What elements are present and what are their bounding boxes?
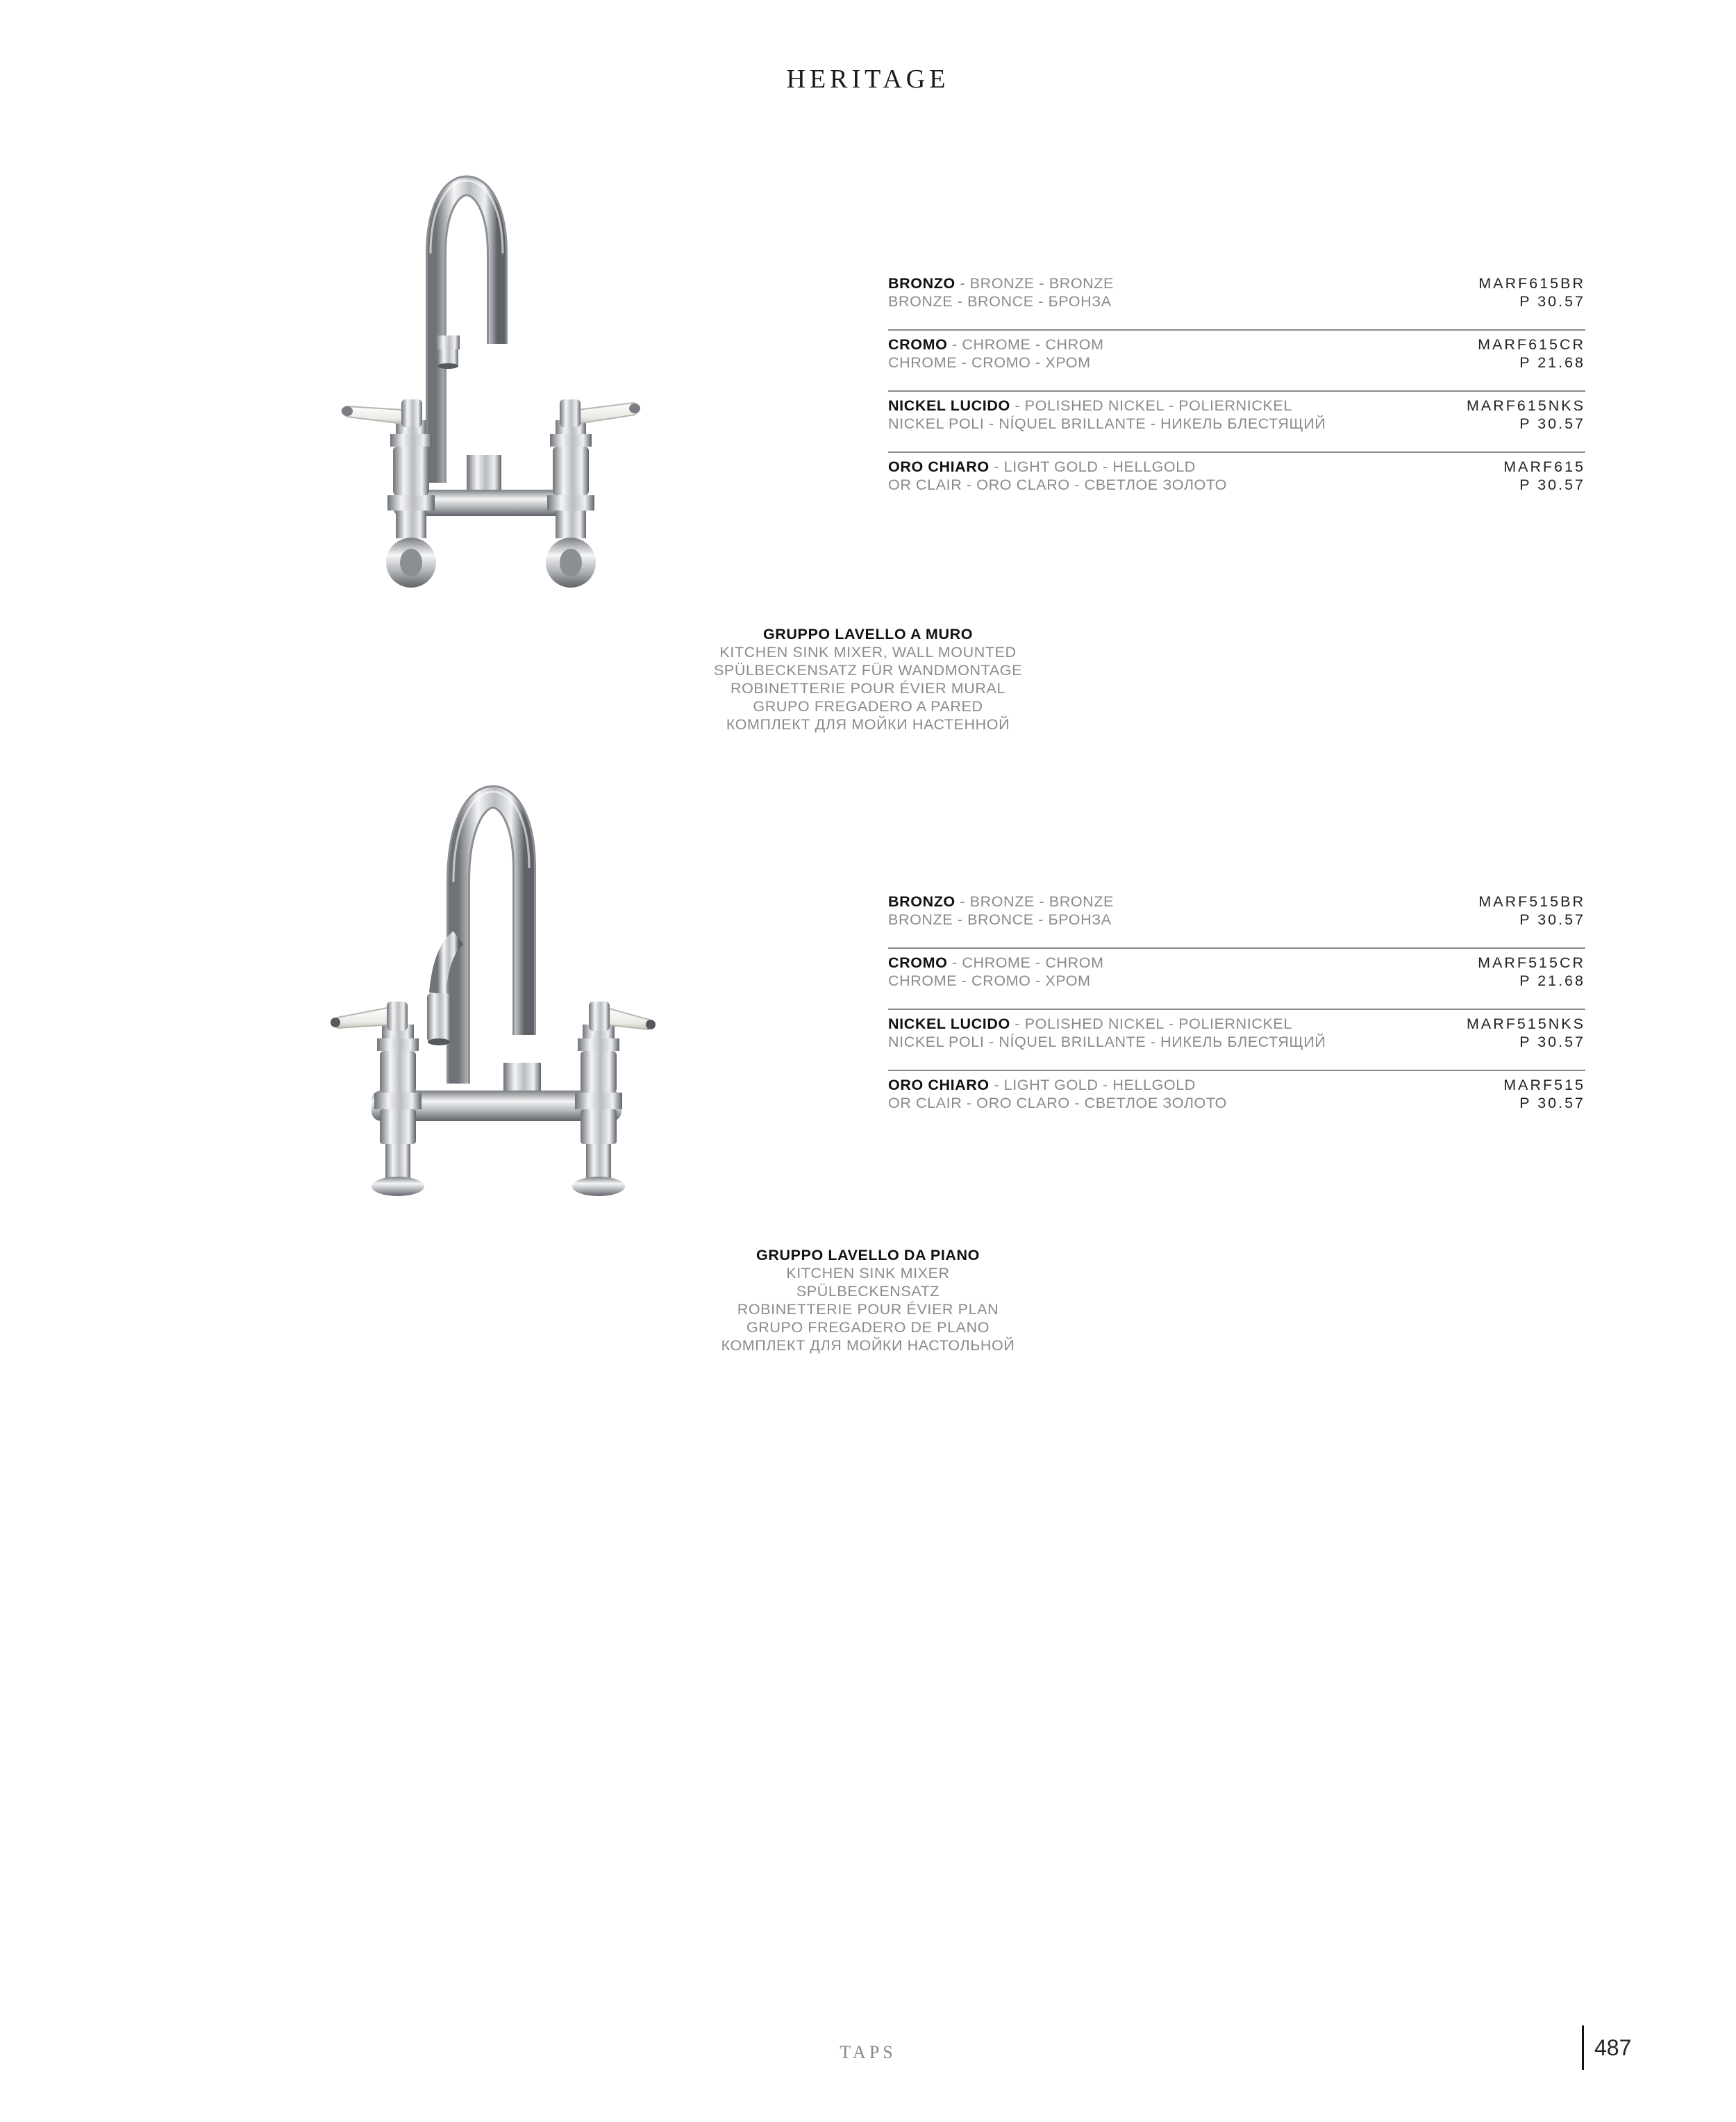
finish-translations: - POLISHED NICKEL - POLIERNICKEL <box>1010 1016 1292 1032</box>
finish-translations-secondary: OR CLAIR - ORO CLARO - СВЕТЛОЕ ЗОЛОТО <box>888 476 1227 493</box>
finish-translations: - LIGHT GOLD - HELLGOLD <box>989 458 1196 475</box>
variant-row <box>888 453 1585 513</box>
product-code: MARF515NKS <box>1467 1016 1585 1032</box>
finish-translations-secondary: NICKEL POLI - NÍQUEL BRILLANTE - НИКЕЛЬ БЛЕСТЯЩИЙ <box>888 1034 1326 1050</box>
product-title-translation: SPÜLBECKENSATZ FÜR WANDMONTAGE <box>713 662 1023 679</box>
finish-name: NICKEL LUCIDO <box>888 397 1010 414</box>
finish-translations: - CHROME - CHROM <box>947 336 1104 353</box>
finish-translations-secondary: BRONZE - BRONCE - БРОНЗА <box>888 911 1112 928</box>
product-code: MARF615NKS <box>1467 397 1585 414</box>
variant-row <box>888 888 1585 949</box>
product-price: P 30.57 <box>1519 476 1585 493</box>
variant-row <box>888 392 1585 453</box>
finish-translations-secondary: NICKEL POLI - NÍQUEL BRILLANTE - НИКЕЛЬ БЛЕСТЯЩИЙ <box>888 415 1326 432</box>
product-code: MARF515 <box>1503 1077 1585 1093</box>
product-code: MARF615BR <box>1478 275 1585 292</box>
product-price: P 21.68 <box>1519 354 1585 371</box>
product-code: MARF615 <box>1503 458 1585 475</box>
product-title-translation: KITCHEN SINK MIXER <box>786 1265 950 1282</box>
product-title-translation: КОМПЛЕКТ ДЛЯ МОЙКИ НАСТОЛЬНОЙ <box>721 1337 1015 1354</box>
deck-mounted-faucet-image <box>323 785 663 1229</box>
product-title-translation: SPÜLBECKENSATZ <box>796 1283 940 1300</box>
footer-section-label: TAPS <box>840 2042 896 2062</box>
variant-row <box>888 949 1585 1010</box>
product-price: P 30.57 <box>1519 1095 1585 1111</box>
finish-translations-secondary: CHROME - CROMO - ХРОМ <box>888 972 1091 989</box>
product-title-translation: GRUPO FREGADERO A PARED <box>753 698 983 715</box>
finish-name: CROMO <box>888 954 948 971</box>
product-title-translation: КОМПЛЕКТ ДЛЯ МОЙКИ НАСТЕННОЙ <box>726 716 1010 733</box>
product-price: P 30.57 <box>1519 911 1585 928</box>
product-code: MARF615CR <box>1478 336 1585 353</box>
wall-mounted-faucet-image <box>326 170 660 594</box>
finish-name: ORO CHIARO <box>888 1077 990 1093</box>
finish-name: BRONZO <box>888 275 955 292</box>
variant-row <box>888 331 1585 392</box>
variant-row <box>888 1010 1585 1071</box>
page-number: 487 <box>1594 2035 1632 2060</box>
finish-name: BRONZO <box>888 893 955 910</box>
product-title-translation: KITCHEN SINK MIXER, WALL MOUNTED <box>719 644 1017 661</box>
product-price: P 30.57 <box>1519 293 1585 310</box>
product-price: P 30.57 <box>1519 415 1585 432</box>
product-title: GRUPPO LAVELLO A MURO <box>762 626 974 643</box>
page-header-brand: HERITAGE <box>786 65 950 94</box>
page-number-divider <box>1582 2025 1584 2070</box>
variant-row <box>888 1071 1585 1131</box>
product-caption <box>521 625 1215 733</box>
product-code: MARF515CR <box>1478 954 1585 971</box>
finish-translations-secondary: BRONZE - BRONCE - БРОНЗА <box>888 293 1112 310</box>
product-title: GRUPPO LAVELLO DA PIANO <box>756 1247 980 1263</box>
finish-name: CROMO <box>888 336 948 353</box>
product-title-translation: ROBINETTERIE POUR ÉVIER MURAL <box>730 680 1006 697</box>
finish-translations: - BRONZE - BRONZE <box>955 275 1114 292</box>
product-title-translation: GRUPO FREGADERO DE PLANO <box>746 1319 990 1336</box>
product-price: P 30.57 <box>1519 1034 1585 1050</box>
finish-translations-secondary: CHROME - CROMO - ХРОМ <box>888 354 1091 371</box>
product-caption <box>521 1246 1215 1354</box>
finish-translations: - POLISHED NICKEL - POLIERNICKEL <box>1010 397 1292 414</box>
finish-name: ORO CHIARO <box>888 458 990 475</box>
product-code: MARF515BR <box>1478 893 1585 910</box>
variants-list <box>888 888 1585 1131</box>
finish-translations-secondary: OR CLAIR - ORO CLARO - СВЕТЛОЕ ЗОЛОТО <box>888 1095 1227 1111</box>
product-title-translation: ROBINETTERIE POUR ÉVIER PLAN <box>737 1301 999 1318</box>
variants-list <box>888 270 1585 513</box>
variant-row <box>888 270 1585 331</box>
product-price: P 21.68 <box>1519 972 1585 989</box>
finish-translations: - LIGHT GOLD - HELLGOLD <box>989 1077 1196 1093</box>
finish-translations: - CHROME - CHROM <box>947 954 1104 971</box>
finish-name: NICKEL LUCIDO <box>888 1016 1010 1032</box>
finish-translations: - BRONZE - BRONZE <box>955 893 1114 910</box>
